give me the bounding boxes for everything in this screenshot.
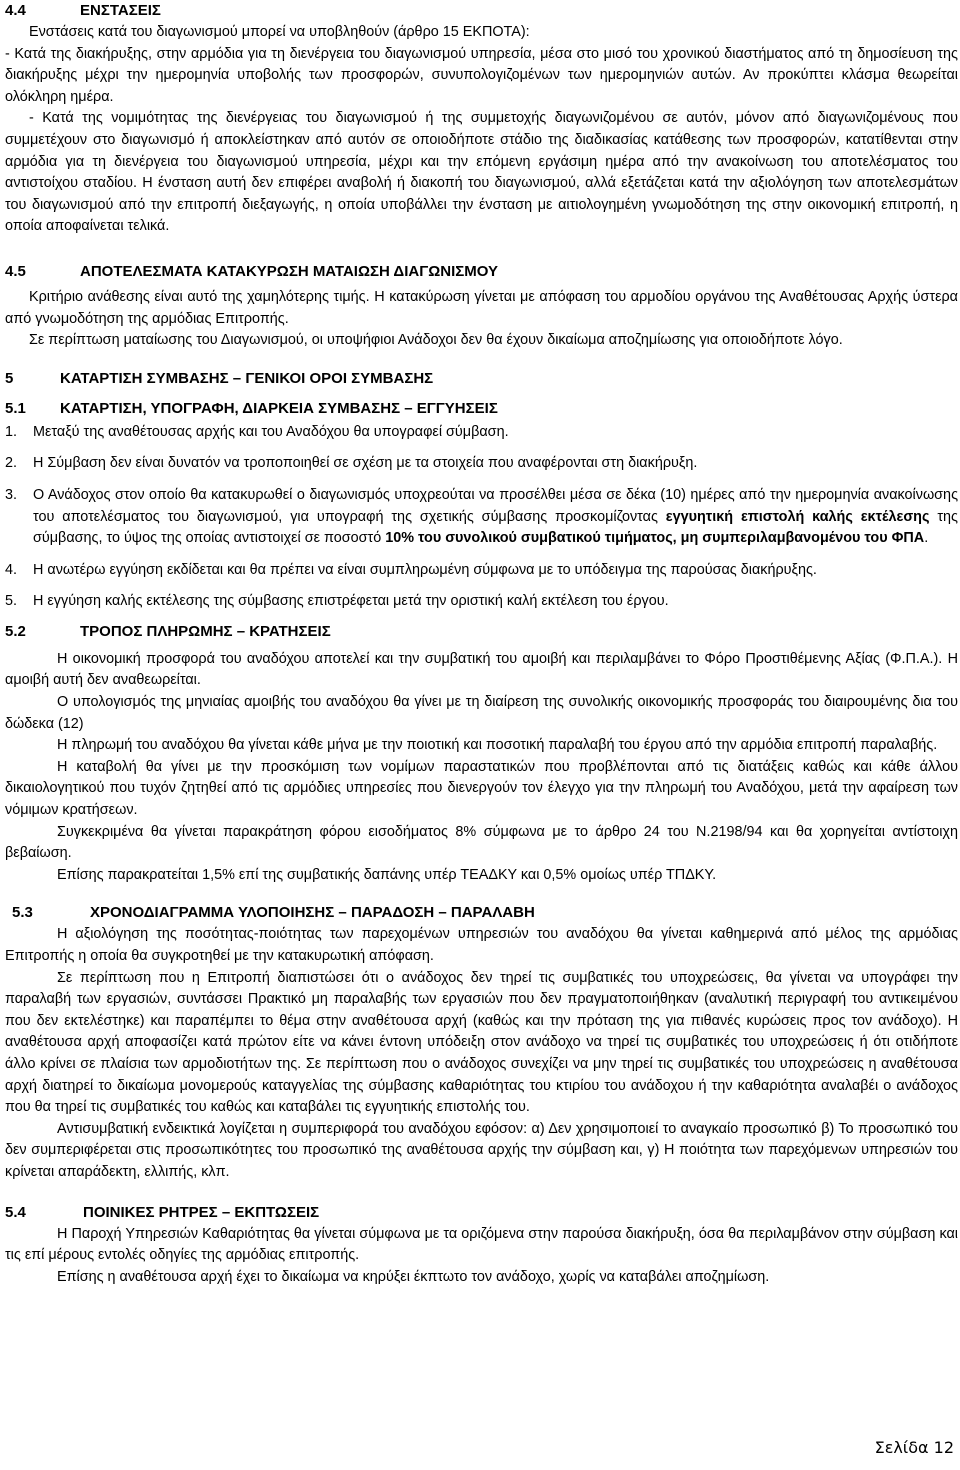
- paragraph: Η Παροχή Υπηρεσιών Καθαριότητας θα γίνεται σύμφωνα με τα οριζόμενα στην παρούσα διακήρυξη, όσα θα περιλαμβάνον στην σύμβαση και τις επί μέρους εντολές οδηγίες της αρμόδιας επιτροπής.: [5, 1225, 958, 1264]
- paragraph: Ο υπολογισμός της μηνιαίας αμοιβής του αναδόχου θα γίνει με τη διαίρεση της συνολικής οικονομικής προσφοράς του διαιρουμένης δια του δώδεκα (12): [5, 694, 958, 732]
- list-number: 4.: [5, 561, 18, 578]
- bold-text: εγγυητική επιστολή καλής εκτέλεσης: [665, 508, 930, 525]
- text-run: της σύμβασης, το ύψος της οποίας αντιστοιχεί σε ποσοστό: [33, 508, 958, 547]
- list-item: [5, 560, 958, 582]
- paragraph: Η πληρωμή του αναδόχου θα γίνεται κάθε μήνα με την ποιοτική και ποσοτική παραλαβή του έργου από την αρμόδια επιτροπή παραλαβής.: [57, 737, 938, 754]
- section-number: 5.3: [12, 904, 33, 922]
- page-number: Σελίδα 12: [874, 1438, 954, 1457]
- section-title: ΤΡΟΠΟΣ ΠΛΗΡΩΜΗΣ – ΚΡΑΤΗΣΕΙΣ: [80, 622, 331, 640]
- section-4-4-heading: [5, 0, 958, 22]
- list-number: 1.: [5, 423, 18, 440]
- list-text: Η Σύμβαση δεν είναι δυνατόν να τροποποιηθεί σε σχέση με τα στοιχεία που αναφέρονται στη διακήρυξη.: [33, 455, 698, 472]
- paragraph: Ενστάσεις κατά του διαγωνισμού μπορεί να υποβληθούν (άρθρο 15 ΕΚΠΟΤΑ):: [29, 24, 530, 40]
- list-item: [5, 453, 958, 475]
- section-title: ΕΝΣΤΑΣΕΙΣ: [80, 2, 161, 19]
- section-number: 5.4: [5, 1203, 26, 1221]
- section-number: 4.5: [5, 262, 26, 280]
- section-title: ΧΡΟΝΟΔΙΑΓΡΑΜΜΑ ΥΛΟΠΟΙΗΣΗΣ – ΠΑΡΑΔΟΣΗ – ΠΑΡΑΛΑΒΗ: [90, 904, 535, 922]
- section-5-4-heading: [5, 1202, 958, 1224]
- section-title: ΠΟΙΝΙΚΕΣ ΡΗΤΡΕΣ – ΕΚΠΤΩΣΕΙΣ: [83, 1203, 320, 1221]
- paragraph: Η αξιολόγηση της ποσότητας-ποιότητας των παρεχομένων υπηρεσιών του αναδόχου θα γίνεται καθημερινά από μέλος της αρμόδιας Επιτροπής η οποία θα συγκροτηθεί με την κατακυρωτική απόφαση.: [5, 926, 958, 964]
- list-item: [5, 422, 958, 444]
- section-title: ΚΑΤΑΡΤΙΣΗ, ΥΠΟΓΡΑΦΗ, ΔΙΑΡΚΕΙΑ ΣΥΜΒΑΣΗΣ – ΕΓΓΥΗΣΕΙΣ: [60, 399, 498, 417]
- list-text: [33, 485, 958, 550]
- document-body: [5, 0, 958, 1288]
- list-item: [5, 485, 958, 550]
- section-title: ΚΑΤΑΡΤΙΣΗ ΣΥΜΒΑΣΗΣ – ΓΕΝΙΚΟΙ ΟΡΟΙ ΣΥΜΒΑΣΗΣ: [60, 369, 434, 387]
- section-number: 4.4: [5, 2, 26, 19]
- text-run: .: [924, 530, 929, 547]
- paragraph: Κριτήριο ανάθεσης είναι αυτό της χαμηλότερης τιμής. Η κατακύρωση γίνεται με απόφαση του αρμοδίου οργάνου της Αναθέτουσας Αρχής ύστερα από γνωμοδότηση της αρμόδιας Επιτροπής.: [5, 288, 958, 327]
- text-run: Ο Ανάδοχος στον οποίο θα κατακυρωθεί ο διαγωνισμός υποχρεούται να προσέλθει μέσα σε δέκα (10) ημέρες από την ημερομηνία ανακοίνωσης του αποτελέσματος του διαγωνισμού, για υπογραφή της σχετικής σύμβασης προσκομίζοντας: [33, 486, 958, 525]
- paragraph: Η καταβολή θα γίνει με την προσκόμιση των νομίμων παραστατικών που προβλέπονται από τις διατάξεις καθώς και κάθε άλλου δικαιολογητικού που τυχόν ζητηθεί από τις αρμόδιες υπηρεσίες που διενεργούν τον έλεγχο για την πληρωμή του Αναδόχου, μετά την αφαίρεση των νόμιμων κρατήσεων.: [5, 758, 958, 819]
- paragraph: Η οικονομική προσφορά του αναδόχου αποτελεί και την συμβατική του αμοιβή και περιλαμβάνει το Φόρο Προστιθέμενης Αξίας (Φ.Π.Α.). Η αμοιβή αυτή δεν αναθεωρείται.: [5, 650, 958, 689]
- section-5-1-heading: [5, 398, 958, 420]
- section-4-5-heading: [5, 261, 958, 283]
- list-number: 2.: [5, 455, 18, 472]
- section-5-heading: [5, 368, 958, 390]
- bold-text: 10% του συνολικού συμβατικού τιμήματος, μη συμπεριλαμβανομένου του ΦΠΑ: [385, 530, 925, 547]
- paragraph: Συγκεκριμένα θα γίνεται παρακράτηση φόρου εισοδήματος 8% σύμφωνα με το άρθρο 24 του Ν.2198/94 και θα χορηγείται αντίστοιχη βεβαίωση.: [5, 823, 958, 862]
- paragraph: - Κατά της νομιμότητας της διενέργειας του διαγωνισμού ή της συμμετοχής διαγωνιζομένου σε αυτόν, μόνον από διαγωνιζομένους που συμμετέχουν στο διαγωνισμό ή αποκλείστηκαν από αυτόν σε οποιοδήποτε στάδιο της διαδικασίας κατάθεσης των προσφορών, κατατίθενται στην αρμόδια για τη διενέργεια του διαγωνισμού υπηρεσία, μέχρι και την επόμενη εργάσιμη ημέρα από την ανακοίνωση του αποτελέσματος του αντιστοίχου σταδίου. Η ένσταση αυτή δεν επιφέρει αναβολή ή διακοπή του διαγωνισμού, αλλά εξετάζεται κατά την αξιολόγηση των αποτελεσμάτων του διαγωνισμού από την επιτροπή διεξαγωγής, η οποία υποβάλλει την ένσταση με αιτιολογημένη γνωμοδότηση της στην οικονομική επιτροπή, η οποία αποφαίνεται τελικά.: [5, 110, 958, 235]
- paragraph: Σε περίπτωση που η Επιτροπή διαπιστώσει ότι ο ανάδοχος δεν τηρεί τις συμβατικές του υποχρεώσεις, θα γίνεται να υπογράφει την παραλαβή των εργασιών, συντάσσει Πρακτικό μη παραλαβής των εργασιών που δεν πραγματοποιήθηκαν (αναλυτική περιγραφή του αντικειμένου που δεν εκτελέστηκε) και παραπέμπει το θέμα στην αναθέτουσα αρχή (καθώς και την πρόταση της για πιθανές κυρώσεις προς τον ανάδοχο). Η αναθέτουσα αρχή αποφασίζει κατά πρώτον είτε να κάνει έντονη υπόδειξη στον ανάδοχο να τηρεί τις συμβατικές του υποχρεώσεις ή ότι οτιδήποτε άλλο κρίνει σε πλαίσια των αρμοδιοτήτων της. Σε περίπτωση που ο ανάδοχος συνεχίζει να μην τηρεί τις συμβατικές του υποχρεώσεις η αναθέτουσα αρχή διατηρεί το δικαίωμα μονομερούς καταγγελίας της σύμβασης καθαριότητας του κτιρίου του ανάδοχου ή την καθαριότητα αναλαβέι ο ανάδοχος που θα τηρεί τις συμβατικές του καθώς και καταβάλει τις εγγυητικής επιστολής του.: [5, 969, 958, 1116]
- paragraph: Επίσης παρακρατείται 1,5% επί της συμβατικής δαπάνης υπέρ ΤΕΑΔΚΥ και 0,5% ομοίως υπέρ ΤΠΔΚΥ.: [57, 866, 717, 883]
- list-text: Μεταξύ της αναθέτουσας αρχής και του Αναδόχου θα υπογραφεί σύμβαση.: [33, 423, 509, 440]
- list-text: Η ανωτέρω εγγύηση εκδίδεται και θα πρέπει να είναι συμπληρωμένη σύμφωνα με το υπόδειγμα της παρούσας διακήρυξης.: [33, 561, 817, 578]
- section-title: ΑΠΟΤΕΛΕΣΜΑΤΑ ΚΑΤΑΚΥΡΩΣΗ ΜΑΤΑΙΩΣΗ ΔΙΑΓΩΝΙΣΜΟΥ: [80, 262, 498, 280]
- paragraph: Αντισυμβατική ενδεικτικά λογίζεται η συμπεριφορά του αναδόχου εφόσον: α) Δεν χρησιμοποιεί το αναγκαίο προσωπικό β) Το προσωπικό του δεν συμπεριφέρεται στις προσωπικότητες του προσωπικό της αναθέτουσα αρχής την σύμβαση και, γ) Η ποιότητα των παρεχόμενων υπηρεσιών του κρίνεται απαράδεκτη, ελλιπής, κλπ.: [5, 1120, 958, 1180]
- section-number: 5: [5, 369, 14, 387]
- section-number: 5.2: [5, 622, 26, 640]
- list-number: 5.: [5, 593, 18, 610]
- paragraph: Σε περίπτωση ματαίωσης του Διαγωνισμού, οι υποψήφιοι Ανάδοχοι δεν θα έχουν δικαίωμα αποζημίωσης για οποιοδήποτε λόγο.: [29, 332, 843, 349]
- paragraph: - Κατά της διακήρυξης, στην αρμόδια για τη διενέργεια του διαγωνισμού υπηρεσία, μέσα στο μισό του χρονικού διαστήματος από τη δημοσίευση της διακήρυξης μέχρι την ημερομηνία υποβολής των προσφορών, συνυπολογιζομένων των ημερομηνιών αυτών. Αν προκύπτει κλάσμα θεωρείται ολόκληρη ημέρα.: [5, 45, 958, 105]
- list-text: Η εγγύηση καλής εκτέλεσης της σύμβασης επιστρέφεται μετά την οριστική καλή εκτέλεση του έργου.: [33, 593, 669, 610]
- paragraph: Επίσης η αναθέτουσα αρχή έχει το δικαίωμα να κηρύξει έκπτωτο τον ανάδοχο, χωρίς να καταβάλει αποζημίωση.: [57, 1268, 770, 1285]
- section-5-3-heading: [5, 902, 958, 924]
- list-item: [5, 591, 958, 613]
- list-number: 3.: [5, 486, 18, 503]
- section-number: 5.1: [5, 399, 26, 417]
- section-5-2-heading: [5, 621, 958, 643]
